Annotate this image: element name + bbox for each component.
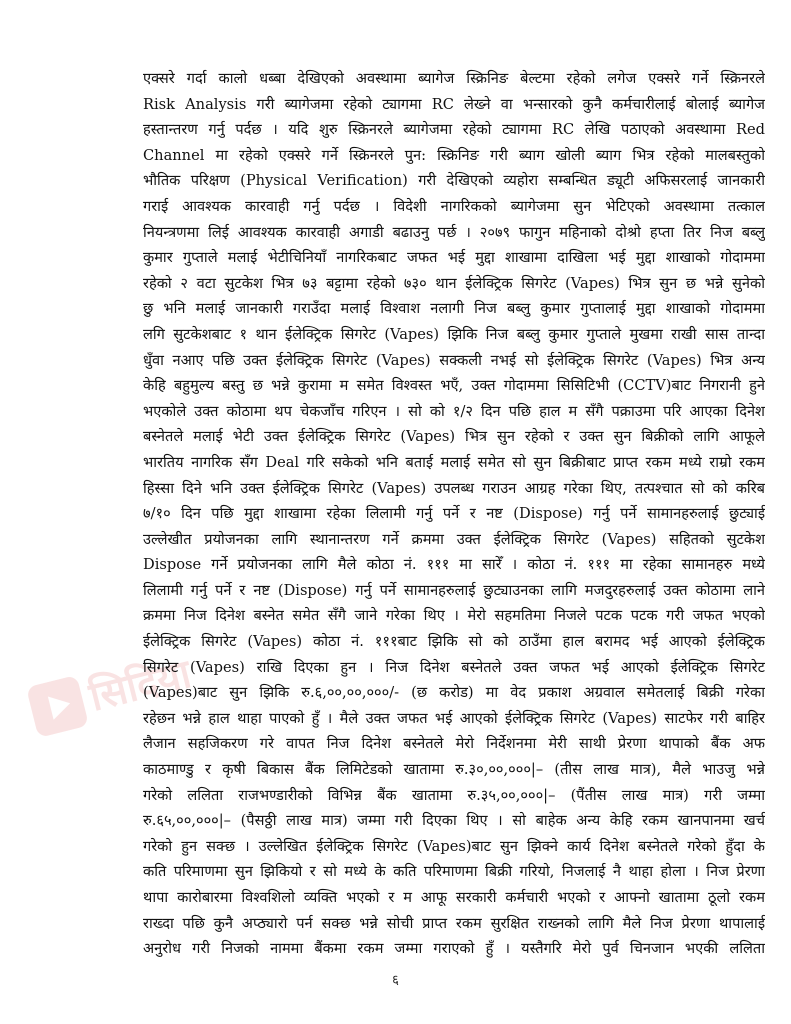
text-line: रु.६५,००,०००|– (पैसठ्ठी लाख मात्र) जम्मा गरी दिएका थिए । सो बाहेक अन्य केहि रकम खानपानमा खर्च <box>143 812 765 830</box>
text-line: केहि बहुमुल्य बस्तु छ भन्ने कुरामा म समेत विश्वस्त भएँ, उक्त गोदाममा सिसिटिभी (CCTV)बाट निगरानी हुने <box>143 377 765 395</box>
text-line: कति परिमाणमा सुन झिकियो र सो मध्ये के कति परिमाणमा बिक्री गरियो, निजलाई नै थाहा होला । निज प्रेरणा <box>143 863 765 881</box>
text-line: Risk Analysis गरी ब्यागेजमा रहेको ट्यागमा RC लेख्ने वा भन्सारको कुनै कर्मचारीलाई बोलाई ब्यागेज <box>143 95 765 113</box>
watermark-logo-text: सिदिया <box>84 651 196 721</box>
text-line: Channel मा रहेको एक्सरे गर्ने स्क्रिनरले पुन: स्क्रिनिङ गरी ब्याग खोली ब्याग भित्र रहेको मालबस्तुको <box>143 146 765 164</box>
text-line: अनुरोध गरी निजको नाममा बैंकमा रकम जम्मा गराएको हुँ । यस्तैगरि मेरो पुर्व चिनजान भएकी ललिता <box>143 940 765 958</box>
text-line: ७/१० दिन पछि मुद्दा शाखामा रहेका लिलामी गर्नु पर्ने र नष्ट (Dispose) गर्नु पर्ने सामानहरुलाई छुट्याई <box>143 505 765 523</box>
text-line: लिलामी गर्नु पर्ने र नष्ट (Dispose) गर्नु पर्ने सामानहरुलाई छुट्याउनका लागि मजदुरहरुलाई उक्त कोठामा लाने <box>143 581 765 599</box>
text-line: लैजान सहजिकरण गरे वापत निज दिनेश बस्नेतले मेरो निर्देशनमा मेरी साथी प्रेरणा थापाको बैंक अफ <box>143 735 765 753</box>
text-line: कुमार गुप्ताले मलाई भेटीचिनियाँ नागरिकबाट जफत भई मुद्दा शाखामा दाखिला भई मुद्दा शाखाको गोदाममा <box>143 249 765 267</box>
text-line: भौतिक परिक्षण (Physical Verification) गरी देखिएको व्यहोरा सम्बन्धित ड्यूटी अफिसरलाई जानकारी <box>143 172 765 190</box>
text-line: हस्तान्तरण गर्नु पर्दछ । यदि शुरु स्क्रिनरले ब्यागेजमा रहेको ट्यागमा RC लेखि पठाएको अवस्थामा Red <box>143 121 765 139</box>
text-line: छु भनि मलाई जानकारी गराउँदा मलाई विश्वाश नलागी निज बब्लु कुमार गुप्तालाई मुद्दा शाखाको गोदाममा <box>143 300 765 318</box>
text-line: भएकोले उक्त कोठामा थप चेकजाँच गरिएन । सो को १/२ दिन पछि हाल म सँगै पक्राउमा परि आएका दिनेश <box>143 402 765 420</box>
text-line: बस्नेतले मलाई भेटी उक्त ईलेक्ट्रिक सिगरेट (Vapes) भित्र सुन रहेको र उक्त सुन बिक्रीको लागि आफूले <box>143 428 765 446</box>
statement-body <box>143 66 765 962</box>
text-line: ईलेक्ट्रिक सिगरेट (Vapes) कोठा नं. १११बाट झिकि सो को ठाउँमा हाल बरामद भई आएको ईलेक्ट्रिक <box>143 633 765 651</box>
text-line: काठमाण्डु र कृषी बिकास बैंक लिमिटेडको खातामा रु.३०,००,०००|– (तीस लाख मात्र), मैले भाउजु भन्ने <box>143 761 765 779</box>
play-badge-icon <box>26 675 89 738</box>
text-line: उल्लेखीत प्रयोजनका लागि स्थानान्तरण गर्ने क्रममा उक्त ईलेक्ट्रिक सिगरेट (Vapes) सहितको सुटकेश <box>143 530 765 548</box>
text-line: (Vapes)बाट सुन झिकि रु.६,००,००,०००/- (छ करोड) मा वेद प्रकाश अग्रवाल समेतलाई बिक्री गरेका <box>143 684 765 702</box>
text-line: भारतिय नागरिक सँग Deal गरि सकेको भनि बताई मलाई समेत सो सुन बिक्रीबाट प्राप्त रकम मध्ये राम्रो रकम <box>143 453 765 471</box>
text-line: थापा कारोबारमा विश्वशिलो व्यक्ति भएको र म आफू सरकारी कर्मचारी भएको र आफ्नो खातामा ठूलो रकम <box>143 889 765 906</box>
text-line: गराई आवश्यक कारवाही गर्नु पर्दछ । विदेशी नागरिकको ब्यागेजमा सुन भेटिएको अवस्थामा तत्काल <box>143 197 765 215</box>
text-line: धुँवा नआए पछि उक्त ईलेक्ट्रिक सिगरेट (Vapes) सक्कली नभई सो ईलेक्ट्रिक सिगरेट (Vapes) भित्र अन्य <box>143 351 765 369</box>
text-line: गरेको हुन सक्छ । उल्लेखित ईलेक्ट्रिक सिगरेट (Vapes)बाट सुन झिक्ने कार्य दिनेश बस्नेतले गरेको हुँदा के <box>143 837 765 855</box>
text-line: रहेछन भन्ने हाल थाहा पाएको हुँ । मैले उक्त जफत भई आएको ईलेक्ट्रिक सिगरेट (Vapes) साटफेर गरी बाहिर <box>143 709 765 727</box>
text-line: गरेको ललिता राजभण्डारीको विभिन्न बैंक खातामा रु.३५,००,०००|– (पैंतीस लाख मात्र) गरी जम्मा <box>143 786 765 804</box>
text-line: Dispose गर्ने प्रयोजनका लागि मैले कोठा नं. १११ मा सारेँ । कोठा नं. १११ मा रहेका सामानहरु मध्ये <box>143 556 765 574</box>
text-line: सिगरेट (Vapes) राखि दिएका हुन । निज दिनेश बस्नेतले उक्त जफत भई आएको ईलेक्ट्रिक सिगरेट <box>143 658 765 676</box>
text-line: क्रममा निज दिनेश बस्नेत समेत सँगै जाने गरेका थिए । मेरो सहमतिमा निजले पटक पटक गरी जफत भएको <box>143 607 765 625</box>
page-number: ६ <box>392 973 399 988</box>
text-line: राख्दा पछि कुनै अप्ठ्यारो पर्न सक्छ भन्ने सोची प्राप्त रकम सुरक्षित राख्नको लागि मैले निज प्रेरणा थापालाई <box>143 914 765 932</box>
text-line: नियन्त्रणमा लिई आवश्यक कारवाही अगाडी बढाउनु पर्छ । २०७९ फागुन महिनाको दोश्रो हप्ता तिर निज बब्लु <box>143 223 765 241</box>
text-line: हिस्सा दिने भनि उक्त ईलेक्ट्रिक सिगरेट (Vapes) उपलब्ध गराउन आग्रह गरेका थिए, तत्पश्चात सो को करिब <box>143 479 765 497</box>
text-line: एक्सरे गर्दा कालो धब्बा देखिएको अवस्थामा ब्यागेज स्क्रिनिङ बेल्टमा रहेको लगेज एक्सरे गर्ने स्क्रिनरले <box>143 70 765 87</box>
text-line: रहेको २ वटा सुटकेश भित्र ७३ बट्टामा रहेको ७३० थान ईलेक्ट्रिक सिगरेट (Vapes) भित्र सुन छ भन्ने सुनेको <box>143 274 765 292</box>
text-line: लगि सुटकेशबाट १ थान ईलेक्ट्रिक सिगरेट (Vapes) झिकि निज बब्लु कुमार गुप्ताले मुखमा राखी सास तान्दा <box>143 325 765 343</box>
